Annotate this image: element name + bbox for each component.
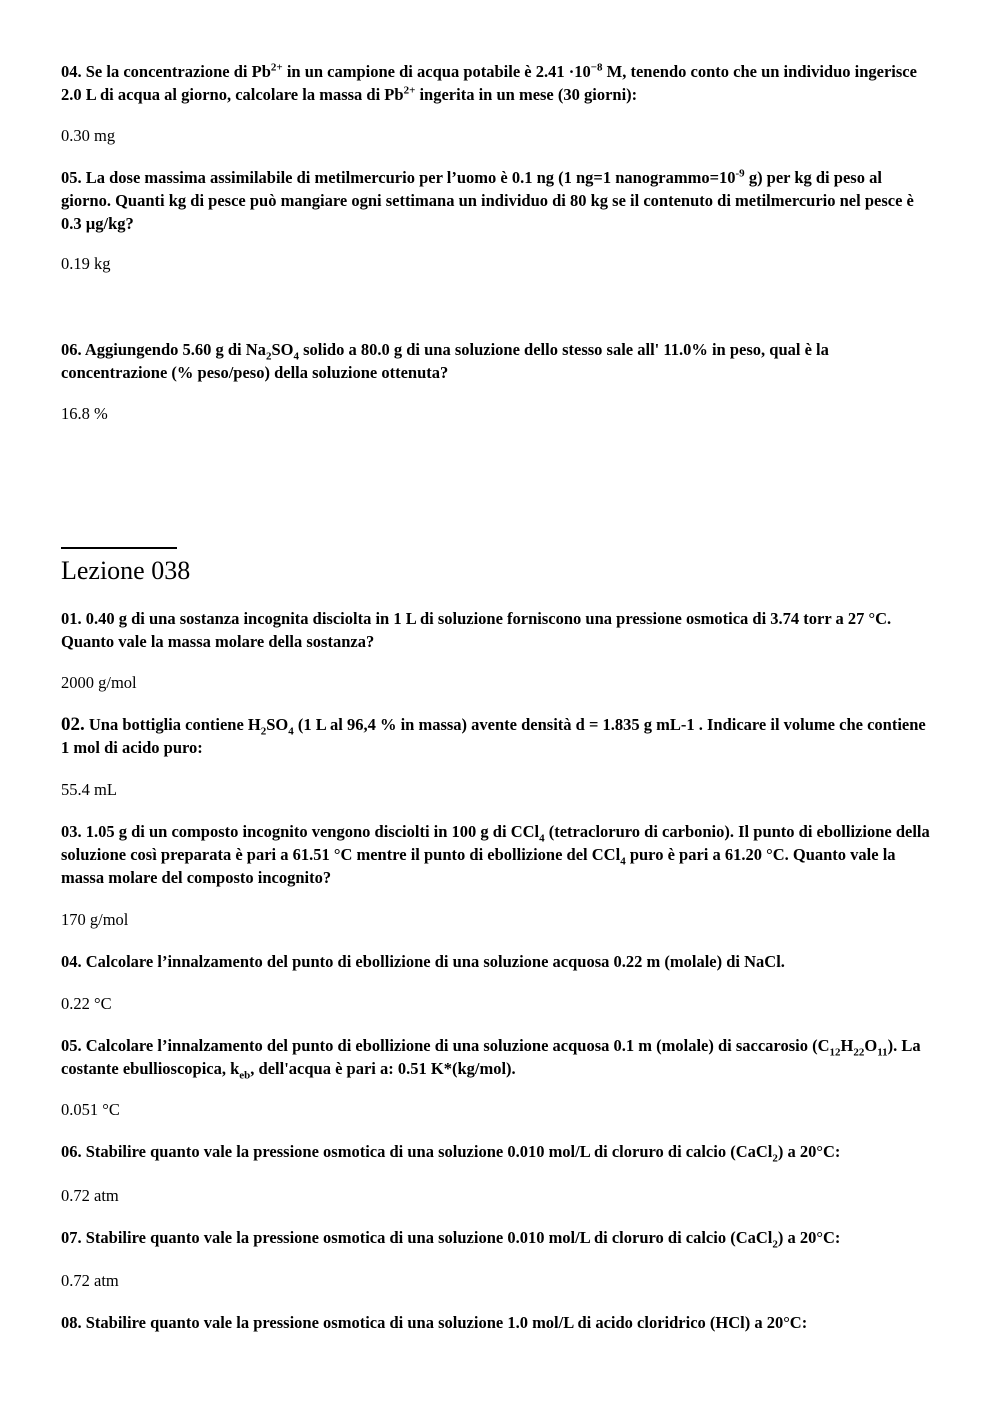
- question-05-prev: 05. La dose massima assimilabile di metilmercurio per l’uomo è 0.1 ng (1 ng=1 $nanogrammo=10^{-9}$ g) per kg di peso al giorno. Quanti kg di pesce può mangiare ogni settimana un individuo di 80 kg se il contenuto di metilmercurio nel pesce è 0.3 µg/kg?: [61, 167, 914, 233]
- answer-04-prev: 0.30 mg: [61, 126, 116, 145]
- question-number: 06.: [61, 1142, 82, 1161]
- section-divider: [61, 547, 177, 549]
- question-02: 02. Una bottiglia contiene $H_2SO_4$ (1 L al 96,4 % in massa) avente densità d = 1.835 g mL-1 . Indicare il volume che contiene 1 mol di acido puro:: [61, 714, 926, 757]
- answer-06-prev: 16.8 %: [61, 404, 108, 423]
- answer-03: 170 g/mol: [61, 910, 129, 929]
- answer-05: 0.051 °C: [61, 1100, 120, 1119]
- lesson-title: Lezione 038: [61, 556, 191, 585]
- question-07: 07. Stabilire quanto vale la pressione osmotica di una soluzione 0.010 mol/L di cloruro di calcio (CaCl$_2$) a 20°C:: [61, 1228, 841, 1251]
- answer-05-prev: 0.19 kg: [61, 254, 111, 273]
- question-05: 05. Calcolare l’innalzamento del punto di ebollizione di una soluzione acquosa 0.1 m (molale) di saccarosio $(C_{12}H_{22}O_{11})$. La costante ebullioscopica, $k_{eb}$, dell'acqua è pari a: 0.51 K*(kg/mol).: [61, 1036, 921, 1082]
- answer-01: 2000 g/mol: [61, 673, 137, 692]
- answer-04: 0.22 °C: [61, 994, 112, 1013]
- question-number: 05.: [61, 168, 82, 187]
- question-number: 02.: [61, 714, 85, 735]
- answer-02: 55.4 mL: [61, 780, 117, 799]
- question-03: 03. 1.05 g di un composto incognito vengono disciolti in 100 g di CCl$_4$ (tetracloruro di carbonio). Il punto di ebollizione della soluzione così preparata è pari a 61.51 °C mentre il punto di ebollizione del CCl$_4$ puro è pari a 61.20 °C. Quanto vale la massa molare del composto incognito?: [61, 822, 930, 887]
- question-number: 07.: [61, 1228, 82, 1247]
- question-number: 08.: [61, 1313, 82, 1332]
- question-08: 08. Stabilire quanto vale la pressione osmotica di una soluzione 1.0 mol/L di acido cloridrico (HCl) a 20°C:: [61, 1313, 808, 1332]
- answer-07: 0.72 atm: [61, 1271, 119, 1290]
- question-number: 05.: [61, 1036, 82, 1055]
- question-number: 03.: [61, 822, 82, 841]
- answer-06: 0.72 atm: [61, 1186, 119, 1205]
- question-06: 06. Stabilire quanto vale la pressione osmotica di una soluzione 0.010 mol/L di cloruro di calcio (CaCl$_2$) a 20°C:: [61, 1142, 841, 1165]
- question-04: 04. Calcolare l’innalzamento del punto di ebollizione di una soluzione acquosa 0.22 m (molale) di NaCl.: [61, 952, 785, 971]
- question-number: 04.: [61, 952, 82, 971]
- question-06-prev: 06. Aggiungendo 5.60 g di $Na_2SO_4$ solido a 80.0 g di una soluzione dello stesso sale all' 11.0% in peso, qual è la concentrazione (% peso/peso) della soluzione ottenuta?: [61, 340, 829, 382]
- question-number: 06.: [61, 340, 82, 359]
- question-01: 01. 0.40 g di una sostanza incognita disciolta in 1 L di soluzione forniscono una pressione osmotica di 3.74 torr a 27 °C. Quanto vale la massa molare della sostanza?: [61, 609, 892, 651]
- question-number: 01.: [61, 609, 82, 628]
- question-number: 04.: [61, 62, 82, 81]
- question-04-prev: 04. Se la concentrazione di $Pb^{2+}$ in un campione di acqua potabile è $2.41 \cdot 10^{-8}$ M, tenendo conto che un individuo ingerisce 2.0 L di acqua al giorno, calcolare la massa di $Pb^{2+}$ ingerita in un mese (30 giorni):: [61, 61, 917, 104]
